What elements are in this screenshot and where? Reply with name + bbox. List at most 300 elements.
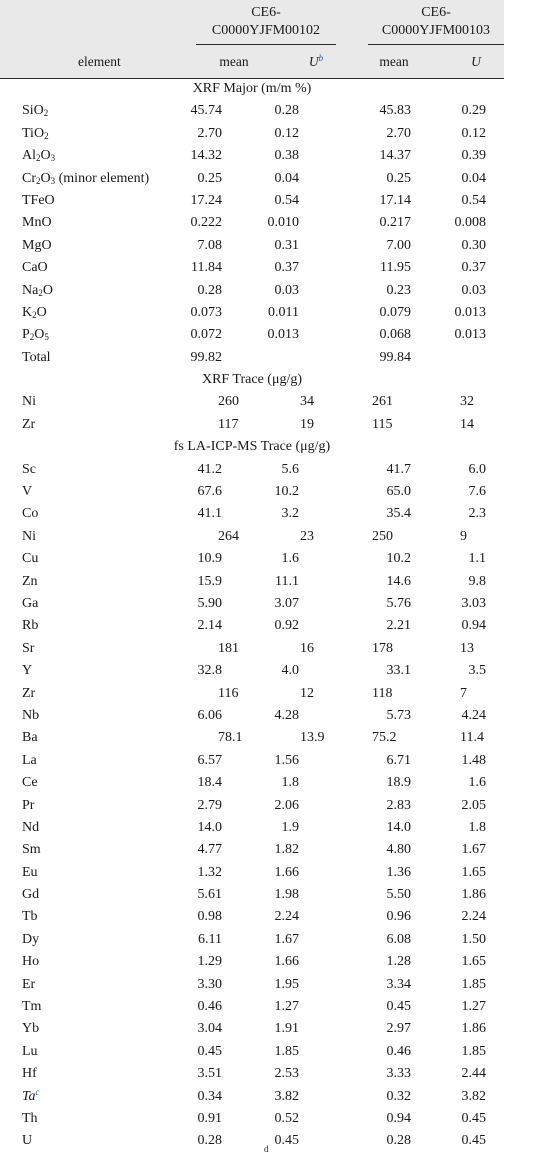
element-name	[22, 1130, 32, 1152]
element-name	[22, 727, 38, 749]
element-symbol: Zr	[22, 416, 36, 432]
element-name	[22, 996, 41, 1018]
uncertainty-value-sample-1: 13.9	[300, 730, 325, 746]
mean-value-sample-2: 3.34	[386, 976, 411, 992]
element-name	[22, 839, 41, 861]
element-symbol: La	[22, 752, 37, 768]
uncertainty-value-sample-2: 9.8	[468, 573, 486, 589]
table-row	[0, 862, 504, 884]
uncertainty-value-sample-1: 1.8	[281, 775, 299, 791]
mean-value-sample-2: 6.08	[386, 931, 411, 947]
mean-value-sample-2: 11.95	[380, 260, 411, 276]
mean-value-sample-2: 115	[372, 416, 393, 432]
element-name	[22, 705, 39, 727]
mean-value-sample-1: 41.1	[197, 506, 222, 522]
table-row	[0, 996, 504, 1018]
table-row	[0, 145, 504, 167]
mean-value-sample-2: 2.97	[386, 1021, 411, 1037]
mean-value-sample-2: 0.25	[386, 170, 411, 186]
mean-value-sample-1: 3.51	[197, 1066, 222, 1082]
mean-value-sample-1: 3.30	[197, 976, 222, 992]
uncertainty-value-sample-2: 2.24	[461, 909, 486, 925]
element-symbol: Sm	[22, 842, 41, 858]
element-symbol: Co	[22, 506, 39, 522]
mean-value-sample-2: 0.94	[386, 1110, 411, 1126]
mean-value-sample-2: 0.079	[379, 304, 411, 320]
uncertainty-value-sample-2: 6.0	[468, 461, 486, 477]
mean-value-sample-2: 6.71	[386, 752, 411, 768]
element-symbol-part: O	[40, 148, 51, 164]
element-symbol: K	[22, 304, 33, 320]
table-row	[0, 660, 504, 682]
element-name	[22, 974, 35, 996]
uncertainty-value-sample-2: 0.45	[461, 1133, 486, 1149]
element-symbol: Er	[22, 976, 36, 992]
uncertainty-value-sample-2: 32	[460, 394, 474, 410]
table-row	[0, 974, 504, 996]
uncertainty-header-2: U	[471, 54, 481, 69]
table-row	[0, 772, 504, 794]
table-row	[0, 414, 504, 436]
element-name	[22, 100, 48, 122]
uncertainty-value-sample-2: 0.29	[461, 103, 486, 119]
element-name	[22, 817, 39, 839]
uncertainty-value-sample-1: 1.56	[274, 752, 299, 768]
mean-value-sample-2: 14.0	[386, 819, 411, 835]
element-name	[22, 257, 48, 279]
uncertainty-value-sample-1: 1.67	[274, 931, 299, 947]
mean-value-sample-2: 5.73	[386, 707, 411, 723]
mean-value-sample-2: 35.4	[386, 506, 411, 522]
element-symbol: Gd	[22, 887, 40, 903]
footnote-mark: d	[264, 1144, 269, 1154]
uncertainty-value-sample-2: 1.86	[461, 1021, 486, 1037]
mean-value-sample-1: 15.9	[197, 573, 222, 589]
mean-value-sample-1: 0.98	[197, 909, 222, 925]
element-symbol: Ce	[22, 775, 38, 791]
table-row	[0, 705, 504, 727]
uncertainty-value-sample-1: 1.91	[274, 1021, 299, 1037]
mean-value-sample-1: 2.14	[197, 618, 222, 634]
element-symbol: Cr	[22, 170, 36, 186]
mean-value-sample-1: 1.32	[197, 864, 222, 880]
mean-value-sample-2: 4.80	[386, 842, 411, 858]
mean-value-sample-2: 0.46	[386, 1043, 411, 1059]
element-name	[22, 212, 52, 234]
uncertainty-value-sample-2: 0.03	[461, 282, 486, 298]
element-name	[22, 503, 38, 525]
data-table-body	[0, 78, 504, 1153]
element-name	[22, 235, 52, 257]
uncertainty-value-sample-2: 1.65	[461, 954, 486, 970]
element-column-header: element	[78, 54, 121, 69]
table-row	[0, 481, 504, 503]
uncertainty-value-sample-2: 1.50	[461, 931, 486, 947]
table-row	[0, 951, 504, 973]
mean-value-sample-2: 1.28	[386, 954, 411, 970]
element-name	[22, 1063, 37, 1085]
element-name	[22, 526, 36, 548]
mean-value-sample-1: 14.0	[197, 819, 222, 835]
mean-value-sample-1: 0.222	[190, 215, 222, 231]
element-symbol: Ho	[22, 954, 40, 970]
uncertainty-value-sample-1: 5.6	[281, 461, 299, 477]
uncertainty-value-sample-1: 0.52	[274, 1110, 299, 1126]
mean-value-sample-1: 0.072	[190, 327, 222, 343]
uncertainty-value-sample-1: 1.95	[274, 976, 299, 992]
mean-value-sample-1: 99.82	[190, 349, 222, 365]
uncertainty-value-sample-2: 0.30	[461, 237, 486, 253]
uncertainty-value-sample-2: 1.85	[461, 976, 486, 992]
element-symbol: Al	[22, 148, 36, 164]
table-row	[0, 324, 504, 346]
mean-value-sample-1: 2.79	[197, 797, 222, 813]
mean-value-sample-1: 10.9	[197, 551, 222, 567]
uncertainty-value-sample-1: 4.0	[281, 663, 299, 679]
uncertainty-value-sample-1: 1.66	[274, 864, 299, 880]
uncertainty-value-sample-2: 0.37	[461, 260, 486, 276]
uncertainty-value-sample-1: 3.2	[281, 506, 299, 522]
mean-value-sample-1: 5.61	[197, 887, 222, 903]
element-symbol: CaO	[22, 260, 48, 276]
uncertainty-value-sample-2: 13	[460, 640, 474, 656]
uncertainty-value-sample-1: 3.82	[274, 1088, 299, 1104]
subscript: 5	[44, 332, 49, 343]
subscript: 3	[50, 175, 56, 186]
table-row	[0, 839, 504, 861]
uncertainty-value-sample-2: 9	[460, 528, 467, 544]
mean-value-sample-2: 0.068	[379, 327, 411, 343]
mean-value-sample-1: 11.84	[191, 260, 222, 276]
element-symbol: Yb	[22, 1021, 40, 1037]
mean-value-sample-1: 67.6	[197, 484, 222, 500]
mean-value-sample-2: 2.83	[386, 797, 411, 813]
element-symbol: Sc	[22, 461, 36, 477]
uncertainty-value-sample-1: 4.28	[274, 707, 299, 723]
table-row	[0, 817, 504, 839]
mean-value-sample-2: 45.83	[379, 103, 411, 119]
mean-header-1: mean	[219, 54, 249, 69]
element-symbol-part: O	[36, 304, 47, 320]
uncertainty-value-sample-1: 0.013	[267, 327, 299, 343]
uncertainty-value-sample-1: 0.12	[274, 125, 299, 141]
mean-value-sample-2: 65.0	[386, 484, 411, 500]
mean-value-sample-2: 5.76	[386, 595, 411, 611]
element-symbol: Ni	[22, 394, 36, 410]
uncertainty-value-sample-1: 34	[300, 394, 314, 410]
table-row	[0, 100, 504, 122]
element-symbol-part: O	[42, 282, 53, 298]
table-row	[0, 1018, 504, 1040]
uncertainty-value-sample-2: 0.54	[461, 192, 486, 208]
section-title-row	[0, 369, 504, 391]
table-row	[0, 212, 504, 234]
element-name	[22, 548, 38, 570]
uncertainty-value-sample-1: 0.04	[274, 170, 299, 186]
element-name	[22, 906, 38, 928]
element-name	[22, 280, 53, 302]
uncertainty-value-sample-1: 1.9	[281, 819, 299, 835]
element-name	[22, 593, 38, 615]
mean-value-sample-1: 264	[218, 528, 239, 544]
element-name	[22, 190, 55, 212]
section-title: XRF Trace (μg/g)	[201, 372, 303, 388]
mean-value-sample-2: 1.36	[386, 864, 411, 880]
column-header-sample-1-line1: CE6-	[251, 5, 281, 20]
footnote-ref: c	[35, 1086, 40, 1097]
uncertainty-value-sample-2: 1.6	[468, 775, 486, 791]
uncertainty-value-sample-1: 0.37	[274, 260, 299, 276]
mean-value-sample-1: 17.24	[190, 192, 222, 208]
uncertainty-value-sample-1: 10.2	[274, 484, 299, 500]
element-symbol: Pr	[22, 797, 35, 813]
uncertainty-value-sample-1: 12	[300, 685, 314, 701]
element-symbol: Hf	[22, 1066, 37, 1082]
uncertainty-value-sample-2: 0.12	[461, 125, 486, 141]
mean-value-sample-1: 0.28	[197, 282, 222, 298]
uncertainty-value-sample-1: 16	[300, 640, 314, 656]
mean-value-sample-2: 0.96	[386, 909, 411, 925]
element-symbol: Cu	[22, 551, 39, 567]
section-title-row	[0, 436, 504, 458]
column-header-sample-2-line2: C0000YJFM00103	[381, 23, 491, 38]
element-name	[22, 638, 34, 660]
table-row	[0, 391, 504, 413]
subscript: 2	[32, 309, 37, 320]
uncertainty-value-sample-1: 0.03	[274, 282, 299, 298]
element-symbol: P	[22, 327, 30, 343]
element-symbol: V	[22, 484, 33, 500]
mean-value-sample-1: 18.4	[197, 775, 222, 791]
uncertainty-value-sample-1: 19	[300, 416, 314, 432]
uncertainty-value-sample-2: 0.39	[461, 148, 486, 164]
mean-value-sample-2: 10.2	[386, 551, 411, 567]
mean-value-sample-2: 75.2	[372, 730, 397, 746]
table-row	[0, 257, 504, 279]
mean-value-sample-2: 14.6	[386, 573, 411, 589]
uncertainty-value-sample-2: 3.5	[468, 663, 486, 679]
uncertainty-value-sample-2: 3.82	[461, 1088, 486, 1104]
mean-value-sample-1: 0.28	[197, 1133, 222, 1149]
uncertainty-value-sample-1: 0.31	[274, 237, 299, 253]
column-group-underline-1	[196, 44, 336, 45]
mean-value-sample-1: 14.32	[190, 148, 222, 164]
element-name	[22, 459, 36, 481]
element-symbol: Lu	[22, 1043, 38, 1059]
uncertainty-value-sample-2: 0.94	[461, 618, 486, 634]
element-name	[22, 1108, 38, 1130]
table-row	[0, 638, 504, 660]
element-name	[22, 1041, 38, 1063]
mean-value-sample-2: 5.50	[386, 887, 411, 903]
mean-value-sample-1: 2.70	[197, 125, 222, 141]
mean-value-sample-1: 6.57	[197, 752, 222, 768]
mean-value-sample-2: 0.23	[386, 282, 411, 298]
element-symbol: MgO	[22, 237, 52, 253]
element-symbol: Rb	[22, 618, 39, 634]
mean-value-sample-1: 260	[218, 394, 239, 410]
mean-value-sample-1: 116	[218, 685, 239, 701]
table-row	[0, 727, 504, 749]
element-symbol: U	[22, 1133, 33, 1149]
mean-value-sample-2: 41.7	[386, 461, 411, 477]
element-name	[22, 683, 35, 705]
uncertainty-value-sample-1: 1.85	[274, 1043, 299, 1059]
mean-value-sample-2: 99.84	[379, 349, 411, 365]
mean-value-sample-1: 78.1	[218, 730, 243, 746]
element-symbol: SiO	[22, 103, 44, 119]
table-row	[0, 571, 504, 593]
element-symbol: Eu	[22, 864, 38, 880]
element-name	[22, 391, 36, 413]
mean-value-sample-2: 0.32	[386, 1088, 411, 1104]
uncertainty-value-sample-2: 1.67	[461, 842, 486, 858]
uncertainty-value-sample-2: 1.86	[461, 887, 486, 903]
table-row	[0, 235, 504, 257]
element-symbol-part: O	[40, 170, 51, 186]
uncertainty-value-sample-1: 0.92	[274, 618, 299, 634]
mean-value-sample-1: 32.8	[197, 663, 222, 679]
element-name	[22, 884, 39, 906]
element-symbol: Zn	[22, 573, 38, 589]
element-symbol: Th	[22, 1110, 38, 1126]
mean-value-sample-1: 0.91	[197, 1110, 222, 1126]
mean-value-sample-1: 0.34	[197, 1088, 222, 1104]
mean-value-sample-2: 0.28	[386, 1133, 411, 1149]
element-name	[22, 795, 34, 817]
element-symbol: Dy	[22, 931, 40, 947]
mean-value-sample-1: 7.08	[197, 237, 222, 253]
element-name	[22, 145, 55, 167]
mean-value-sample-1: 4.77	[197, 842, 222, 858]
mean-value-sample-1: 45.74	[190, 103, 222, 119]
element-symbol: MnO	[22, 215, 52, 231]
element-name	[22, 615, 38, 637]
element-name	[22, 414, 35, 436]
table-row	[0, 168, 504, 190]
element-name	[22, 772, 38, 794]
subscript: 2	[43, 108, 49, 119]
uncertainty-value-sample-2: 1.27	[461, 999, 486, 1015]
table-row	[0, 593, 504, 615]
table-row	[0, 526, 504, 548]
uncertainty-value-sample-2: 4.24	[461, 707, 486, 723]
uncertainty-value-sample-1: 1.82	[274, 842, 299, 858]
uncertainty-value-sample-1: 0.010	[267, 215, 299, 231]
table-row	[0, 1041, 504, 1063]
table-row	[0, 190, 504, 212]
table-row	[0, 302, 504, 324]
table-row	[0, 280, 504, 302]
element-symbol: TFeO	[22, 192, 55, 208]
table-row	[0, 615, 504, 637]
element-note: (minor element)	[55, 170, 150, 186]
table-row	[0, 1063, 504, 1085]
table-row	[0, 750, 504, 772]
uncertainty-value-sample-2: 1.48	[461, 752, 486, 768]
uncertainty-value-sample-2: 14	[460, 416, 474, 432]
uncertainty-value-sample-2: 2.3	[468, 506, 486, 522]
element-symbol: Total	[22, 349, 51, 365]
element-symbol: Ni	[22, 528, 36, 544]
element-symbol: Tb	[22, 909, 38, 925]
section-title: fs LA-ICP-MS Trace (μg/g)	[173, 439, 331, 455]
uncertainty-value-sample-2: 1.1	[468, 551, 486, 567]
uncertainty-value-sample-1: 11.1	[275, 573, 299, 589]
mean-value-sample-2: 7.00	[386, 237, 411, 253]
element-symbol: TiO	[22, 125, 45, 141]
mean-value-sample-1: 0.073	[190, 304, 222, 320]
uncertainty-value-sample-1: 2.24	[274, 909, 299, 925]
mean-value-sample-1: 0.25	[197, 170, 222, 186]
uncertainty-value-sample-2: 0.013	[454, 304, 486, 320]
uncertainty-value-sample-2: 7	[460, 685, 467, 701]
subscript: 2	[36, 153, 41, 164]
mean-value-sample-1: 1.29	[197, 954, 222, 970]
mean-value-sample-2: 261	[372, 394, 393, 410]
table-row	[0, 683, 504, 705]
mean-value-sample-1: 117	[218, 416, 239, 432]
element-name	[22, 347, 51, 369]
table-row	[0, 1086, 504, 1108]
table-row	[0, 503, 504, 525]
element-symbol: Ba	[22, 730, 38, 746]
mean-value-sample-2: 2.21	[386, 618, 411, 634]
element-name	[22, 481, 32, 503]
uncertainty-value-sample-2: 0.04	[461, 170, 486, 186]
element-symbol: Sr	[22, 640, 35, 656]
subscript: 2	[38, 287, 43, 298]
uncertainty-value-sample-2: 7.6	[468, 484, 486, 500]
subscript: 2	[29, 332, 35, 343]
mean-header-2: mean	[379, 54, 409, 69]
table-row	[0, 795, 504, 817]
mean-value-sample-1: 0.45	[197, 1043, 222, 1059]
uncertainty-value-sample-1: 0.38	[274, 148, 299, 164]
uncertainty-value-sample-2: 2.44	[461, 1066, 486, 1082]
table-row	[0, 1108, 504, 1130]
table-row	[0, 884, 504, 906]
uncertainty-value-sample-2: 1.8	[468, 819, 486, 835]
element-name	[22, 168, 149, 190]
subscript: 2	[36, 175, 41, 186]
mean-value-sample-2: 14.37	[379, 148, 411, 164]
mean-value-sample-2: 2.70	[386, 125, 411, 141]
element-name	[22, 750, 37, 772]
element-symbol: Tm	[22, 999, 42, 1015]
mean-value-sample-2: 17.14	[379, 192, 411, 208]
table-row	[0, 123, 504, 145]
uncertainty-value-sample-1: 3.07	[274, 595, 299, 611]
uncertainty-value-sample-1: 0.28	[274, 103, 299, 119]
mean-value-sample-1: 0.46	[197, 999, 222, 1015]
element-symbol: Ta	[22, 1088, 36, 1104]
element-name	[22, 929, 39, 951]
element-symbol: Nd	[22, 819, 40, 835]
mean-value-sample-2: 33.1	[386, 663, 411, 679]
mean-value-sample-2: 0.217	[379, 215, 411, 231]
uncertainty-value-sample-2: 3.03	[461, 595, 486, 611]
mean-value-sample-1: 5.90	[197, 595, 222, 611]
uncertainty-value-sample-1: 0.011	[268, 304, 299, 320]
mean-value-sample-2: 3.33	[386, 1066, 411, 1082]
uncertainty-value-sample-1: 1.66	[274, 954, 299, 970]
mean-value-sample-2: 178	[372, 640, 393, 656]
element-name	[22, 571, 38, 593]
table-row	[0, 1130, 504, 1152]
mean-value-sample-1: 181	[218, 640, 239, 656]
mean-value-sample-2: 0.45	[386, 999, 411, 1015]
